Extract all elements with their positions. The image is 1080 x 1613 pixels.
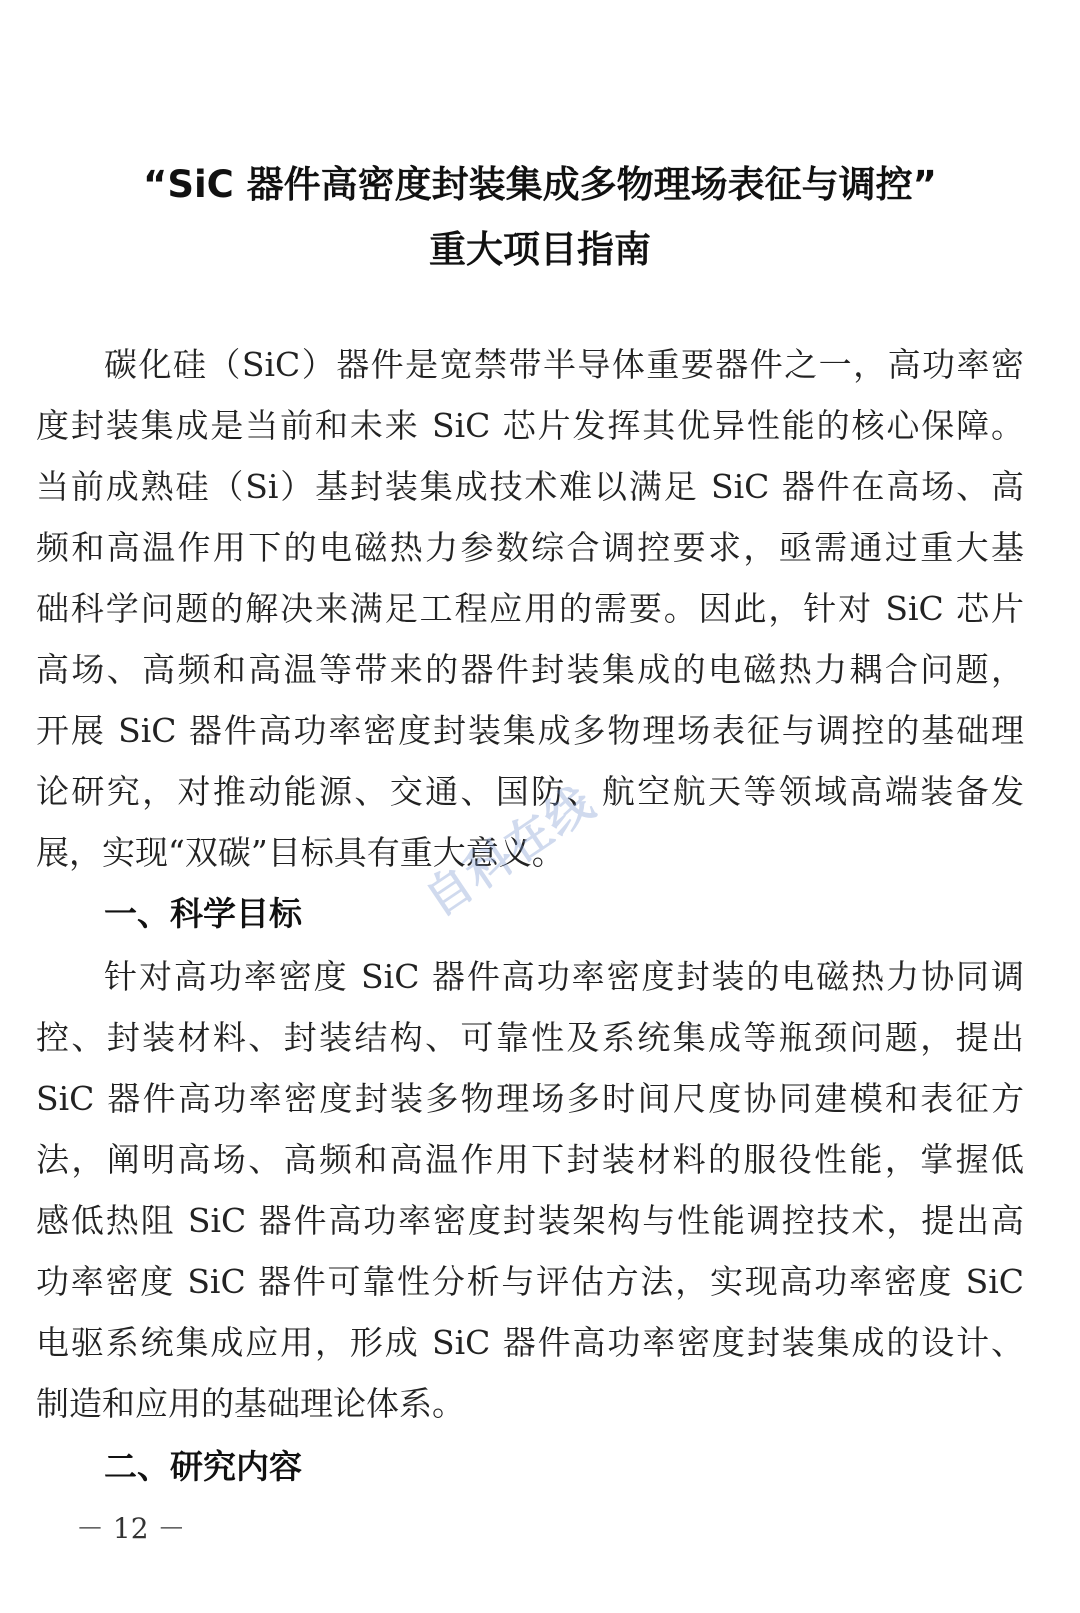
intro-line: 高场、高频和高温等带来的器件封装集成的电磁热力耦合问题， — [36, 650, 1024, 689]
section-heading-scientific-goals: 一、科学目标 — [104, 894, 302, 933]
watermark: 自科在线 — [414, 774, 605, 927]
section1-line: 功率密度 SiC 器件可靠性分析与评估方法，实现高功率密度 SiC — [36, 1262, 1024, 1301]
intro-line: 础科学问题的解决来满足工程应用的需要。因此，针对 SiC 芯片 — [36, 589, 1024, 628]
intro-line: 开展 SiC 器件高功率密度封装集成多物理场表征与调控的基础理 — [36, 711, 1024, 750]
section1-line: 制造和应用的基础理论体系。 — [36, 1384, 465, 1423]
intro-line: 频和高温作用下的电磁热力参数综合调控要求，亟需通过重大基 — [36, 528, 1024, 567]
intro-line: 碳化硅（SiC）器件是宽禁带半导体重要器件之一，高功率密 — [104, 345, 1024, 384]
section1-line: 法，阐明高场、高频和高温作用下封装材料的服役性能，掌握低 — [36, 1140, 1024, 1179]
page-number: － 12 － — [76, 1512, 186, 1545]
intro-line: 论研究，对推动能源、交通、国防、航空航天等领域高端装备发 — [36, 772, 1024, 811]
section-heading-research-content: 二、研究内容 — [104, 1447, 302, 1486]
section1-line: 控、封装材料、封装结构、可靠性及系统集成等瓶颈问题，提出 — [36, 1018, 1024, 1057]
document-title-line-1: “SiC 器件高密度封装集成多物理场表征与调控” — [143, 163, 937, 206]
section1-line: 感低热阻 SiC 器件高功率密度封装架构与性能调控技术，提出高 — [36, 1201, 1024, 1240]
section1-line: 电驱系统集成应用，形成 SiC 器件高功率密度封装集成的设计、 — [36, 1323, 1024, 1362]
intro-line: 度封装集成是当前和未来 SiC 芯片发挥其优异性能的核心保障。 — [36, 406, 1024, 445]
section1-line: SiC 器件高功率密度封装多物理场多时间尺度协同建模和表征方 — [36, 1079, 1024, 1118]
section1-line: 针对高功率密度 SiC 器件高功率密度封装的电磁热力协同调 — [104, 957, 1024, 996]
document-title-line-2: 重大项目指南 — [429, 228, 651, 271]
intro-line: 展，实现“双碳”目标具有重大意义。 — [36, 833, 565, 872]
intro-line: 当前成熟硅（Si）基封装集成技术难以满足 SiC 器件在高场、高 — [36, 467, 1024, 506]
